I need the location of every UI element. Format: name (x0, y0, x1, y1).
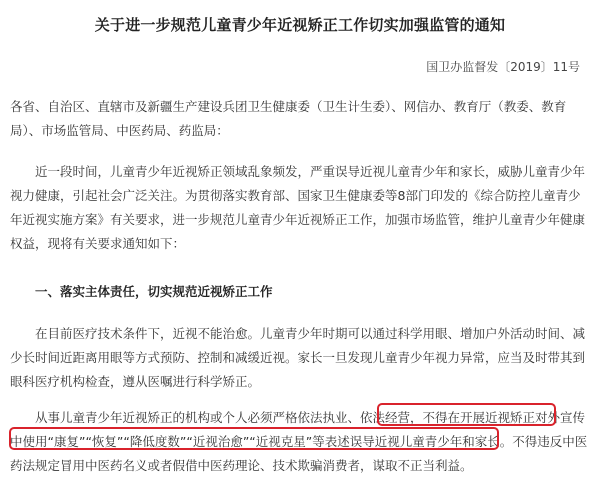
highlight-box-line-1 (377, 403, 556, 426)
document-title: 关于进一步规范儿童青少年近视矫正工作切实加强监管的通知 (94, 16, 506, 34)
recipients-paragraph: 各省、自治区、直辖市及新疆生产建设兵团卫生健康委（卫生计生委）、网信办、教育厅（教委、教育局）、市场监管局、中医药局、药监局： (10, 99, 567, 138)
document-number: 国卫办监督发〔2019〕11号 (426, 60, 580, 74)
body-paragraph-2: 在目前医疗技术条件下，近视不能治愈。儿童青少年时期可以通过科学用眼、增加户外活动时间、减少长时间近距离用眼等方式预防、控制和减缓近视。家长一旦发现儿童青少年视力异常，应当及时带其到眼科医疗机构检查，遵从医嘱进行科学矫正。 (10, 326, 586, 389)
body-paragraph-3: 从事儿童青少年近视矫正的机构或个人必须严格依法执业、依法经营，不得在开展近视矫正对外宣传中使用“康复”“恢复”“降低度数”“近视治愈”“近视克星”等表述误导近视儿童青少年和家长。不得违反中医药法规定冒用中医药名义或者假借中医药理论、技术欺骗消费者，谋取不正当利益。 (10, 410, 588, 473)
highlight-box-line-2 (9, 427, 499, 450)
section-1-heading: 一、落实主体责任，切实规范近视矫正工作 (35, 284, 273, 299)
intro-paragraph: 近一段时间，儿童青少年近视矫正领域乱象频发，严重误导近视儿童青少年和家长，威胁儿童青少年视力健康，引起社会广泛关注。为贯彻落实教育部、国家卫生健康委等8部门印发的《综合防控儿童青少年近视实施方案》有关要求，进一步规范儿童青少年近视矫正工作，加强市场监管，维护儿童青少年健康权益，现将有关要求通知如下： (10, 164, 586, 251)
